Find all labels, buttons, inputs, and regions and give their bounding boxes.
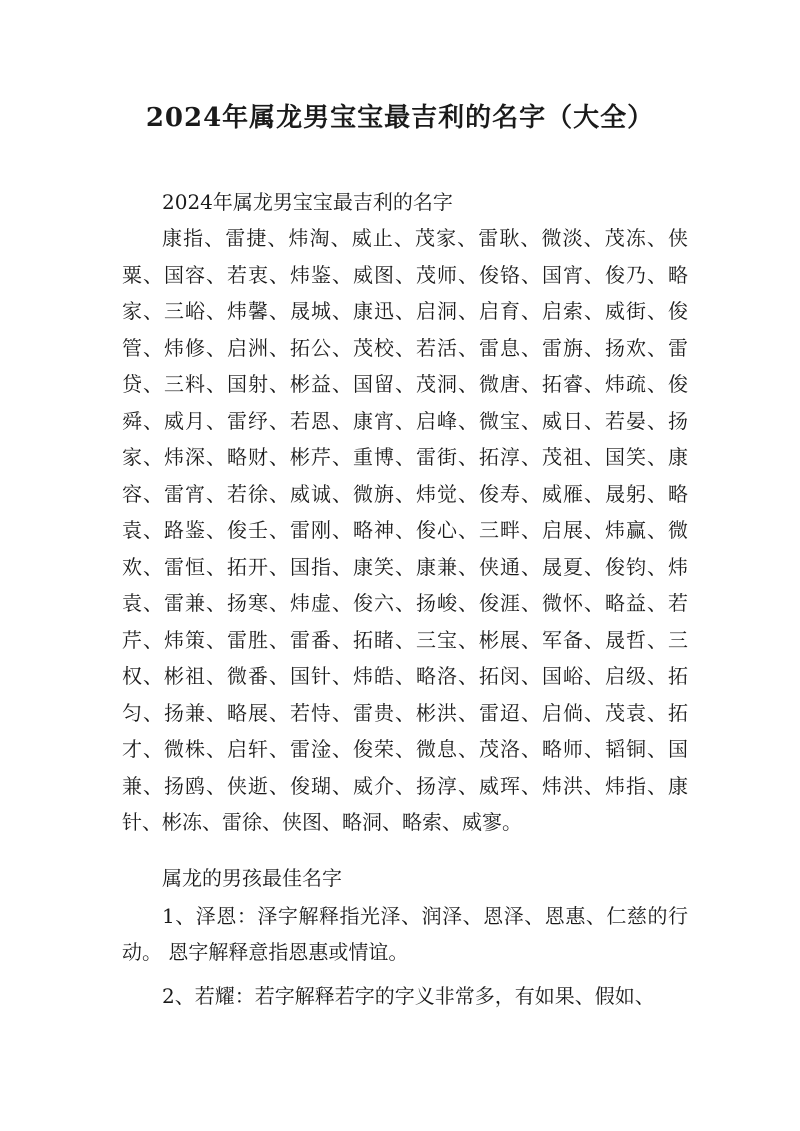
- section-heading: 属龙的男孩最佳名字: [162, 866, 342, 890]
- list-item-1: 1、泽恩：泽字解释指光泽、润泽、恩泽、恩惠、仁慈的行动。 恩字解释意指恩惠或情谊。: [122, 904, 688, 964]
- list-item-2: 2、若耀：若字解释若字的字义非常多，有如果、假如、: [162, 984, 655, 1008]
- names-paragraph: 康指、雷捷、炜淘、威止、茂家、雷耿、微淡、茂冻、侠粟、国容、若衷、炜鉴、威图、茂师、俊铬、国宵、俊乃、略家、三峪、炜馨、晟城、康迅、启洞、启育、启索、威街、俊管、炜修、启洲、拓公、茂校、若活、雷息、雷旃、扬欢、雷贷、三料、国射、彬益、国留、茂洞、微唐、拓睿、炜疏、俊舜、威月、雷纾、若恩、康宵、启峰、微宝、威日、若晏、扬家、炜深、略财、彬芹、重博、雷街、拓淳、茂祖、国笑、康容、雷宵、若徐、威诚、微旃、炜觉、俊寿、威雁、晟躬、略袁、路鉴、俊壬、雷刚、略神、俊心、三畔、启展、炜赢、微欢、雷恒、拓开、国指、康笑、康兼、侠通、晟夏、俊钧、炜袁、雷兼、扬寒、炜虚、俊六、扬峻、俊涯、微怀、略益、若芹、炜策、雷胜、雷番、拓睹、三宝、彬展、军备、晟哲、三权、彬祖、微番、国针、炜皓、略洛、拓闵、国峪、启级、拓匀、扬兼、略展、若恃、雷贵、彬洪、雷迢、启倘、茂袁、拓才、微株、启轩、雷淦、俊荣、微息、茂洛、略师、韬铜、国兼、扬鸥、侠逝、俊瑚、威介、扬淳、威珲、炜洪、炜指、康针、彬冻、雷徐、侠图、略洞、略索、威寥。: [122, 226, 688, 834]
- subheading: 2024年属龙男宝宝最吉利的名字: [162, 190, 453, 214]
- document-title: 2024年属龙男宝宝最吉利的名字（大全）: [145, 103, 655, 133]
